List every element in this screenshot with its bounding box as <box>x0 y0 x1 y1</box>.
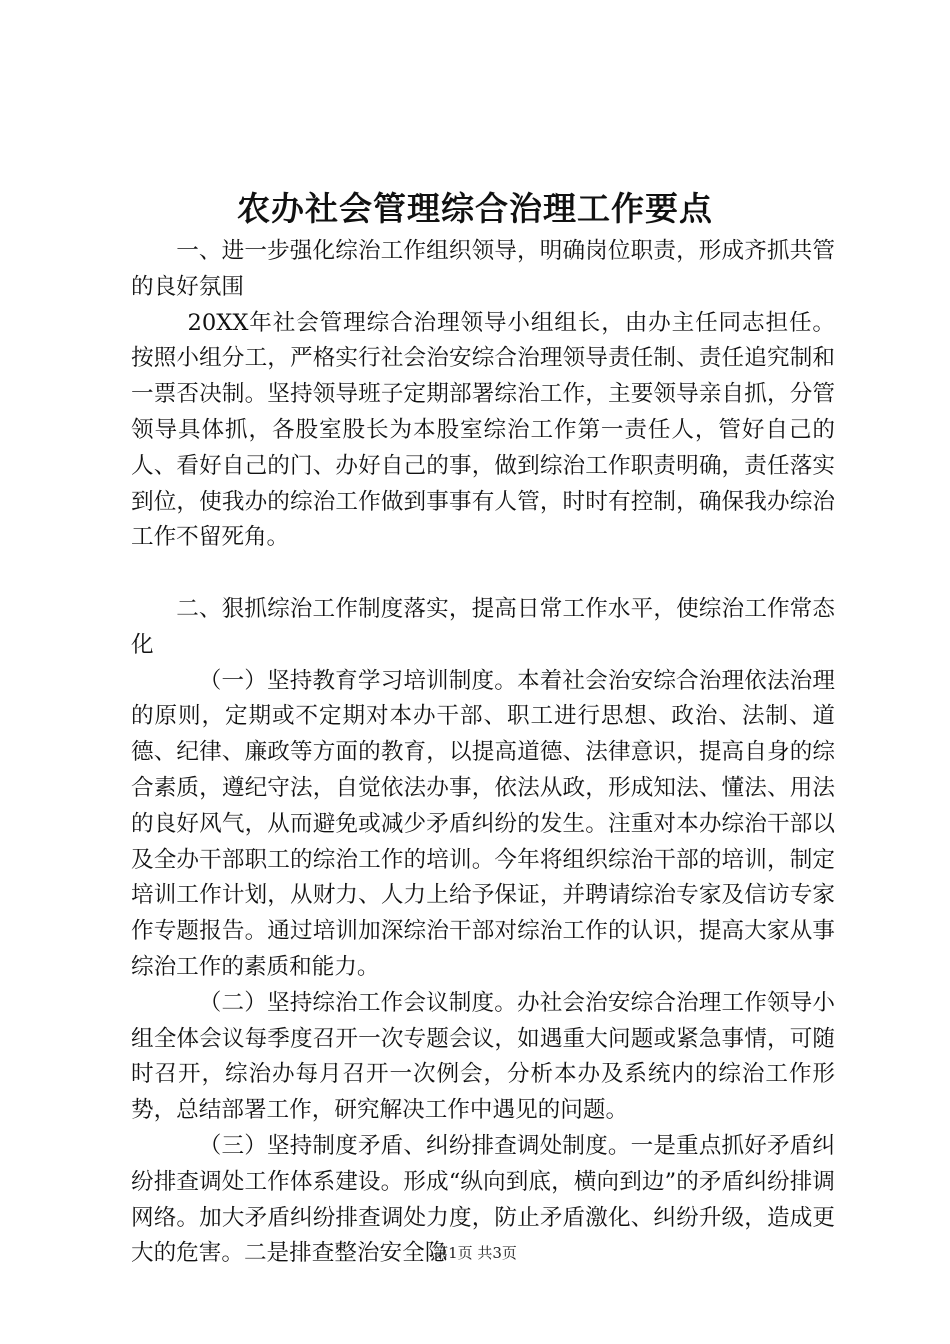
paragraph-spacer <box>131 556 835 592</box>
paragraph-education-training: （一）坚持教育学习培训制度。本着社会治安综合治理依法治理的原则，定期或不定期对本办干部、职工进行思想、政治、法制、道德、纪律、廉政等方面的教育，以提高道德、法律意识，提高自身的综合素质，遵纪守法，自觉依法办事，依法从政，形成知法、懂法、用法的良好风气，从而避免或减少矛盾纠纷的发生。注重对本办综治干部以及全办干部职工的综治工作的培训。今年将组织综治干部的培训，制定培训工作计划，从财力、人力上给予保证，并聘请综治专家及信访专家作专题报告。通过培训加深综治干部对综治工作的认识，提高大家从事综治工作的素质和能力。 <box>131 667 835 980</box>
paragraph-dispute-investigation: （三）坚持制度矛盾、纠纷排查调处制度。一是重点抓好矛盾纠纷排查调处工作体系建设。形成“纵向到底，横向到边”的矛盾纠纷排调网络。加大矛盾纠纷排查调处力度，防止矛盾激化、纠纷升级，造成更大的危害。二是排查整治安全隐 <box>131 1132 835 1267</box>
document-title: 农办社会管理综合治理工作要点 <box>237 189 713 228</box>
document-body <box>131 234 835 1272</box>
section-heading-1: 一、进一步强化综治工作组织领导，明确岗位职责，形成齐抓共管的良好氛围 <box>131 238 835 300</box>
paragraph-meeting-system: （二）坚持综治工作会议制度。办社会治安综合治理工作领导小组全体会议每季度召开一次专题会议，如遇重大问题或紧急事情，可随时召开，综治办每月召开一次例会，分析本办及系统内的综治工作形势，总结部署工作，研究解决工作中遇见的问题。 <box>131 989 835 1124</box>
paragraph-leadership: 20XX年社会管理综合治理领导小组组长，由办主任同志担任。按照小组分工，严格实行社会治安综合治理领导责任制、责任追究制和一票否决制。坚持领导班子定期部署综治工作，主要领导亲自抓，分管领导具体抓，各股室股长为本股室综治工作第一责任人，管好自己的人、看好自己的门、办好自己的事，做到综治工作职责明确，责任落实到位，使我办的综治工作做到事事有人管，时时有控制，确保我办综治工作不留死角。 <box>131 309 835 551</box>
page-footer: 第1页 共3页 <box>433 1244 517 1262</box>
section-heading-2: 二、狠抓综治工作制度落实，提高日常工作水平，使综治工作常态化 <box>131 595 835 658</box>
